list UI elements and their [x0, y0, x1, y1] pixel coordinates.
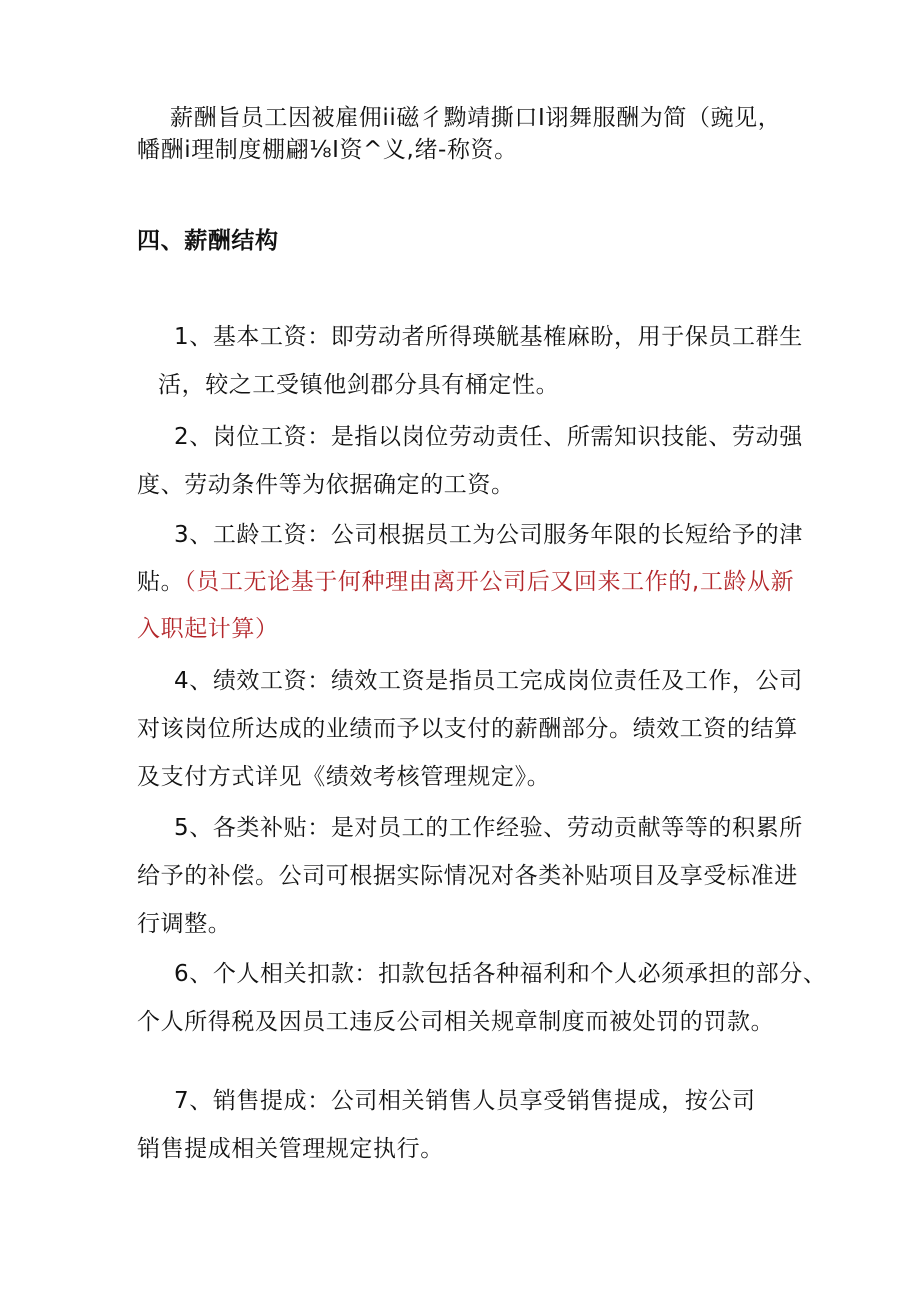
item-3-note-2: 入职起计算）: [137, 616, 279, 642]
item-3-note-1: （员工无论基于何种理由离开公司后又回来工作的,工龄从新: [184, 569, 795, 595]
item-1-line-2: 活，较之工受镇他剑郡分具有桶定性。: [158, 372, 560, 398]
intro-line-2: 幡酬i理制度棚翩⅛I资^义,绪-称资。: [137, 137, 518, 163]
item-3-line-1: 3、工龄工资：公司根据员工为公司服务年限的长短给予的津: [174, 522, 803, 548]
item-2-line-1: 2、岗位工资：是指以岗位劳动责任、所需知识技能、劳动强: [174, 424, 803, 450]
item-5-line-3: 行调整。: [137, 911, 232, 937]
item-4-line-3: 及支付方式详见《绩效考核管理规定》。: [137, 764, 551, 790]
item-5-line-1: 5、各类补贴：是对员工的工作经验、劳动贡献等等的积累所: [174, 815, 803, 841]
item-1-line-1: 1、基本工资：即劳动者所得瑛觥基榷麻盼，用于保员工群生: [174, 324, 803, 350]
item-7-line-1: 7、销售提成：公司相关销售人员享受销售提成，按公司: [174, 1088, 756, 1114]
item-2-line-2: 度、劳动条件等为依据确定的工资。: [137, 472, 515, 498]
section-heading: 四、薪酬结构: [137, 228, 279, 254]
item-4-line-2: 对该岗位所达成的业绩而予以支付的薪酬部分。绩效工资的结算: [137, 716, 798, 742]
intro-line-1: 薪酬旨员工因被雇佣ii磁彳黝靖撕口I诩舞服酬为简（豌见，: [170, 105, 782, 131]
item-3-line-2: [137, 567, 794, 597]
item-7-line-2: 销售提成相关管理规定执行。: [137, 1136, 444, 1162]
item-4-line-1: 4、绩效工资：绩效工资是指员工完成岗位责任及工作，公司: [174, 668, 803, 694]
item-6-line-1: 6、个人相关扣款：扣款包括各种福利和个人必须承担的部分、: [174, 961, 827, 987]
item-3-text: 贴。: [137, 569, 185, 595]
item-5-line-2: 给予的补偿。公司可根据实际情况对各类补贴项目及享受标准进: [137, 863, 798, 889]
item-6-line-2: 个人所得税及因员工违反公司相关规章制度而被处罚的罚款。: [137, 1009, 775, 1035]
